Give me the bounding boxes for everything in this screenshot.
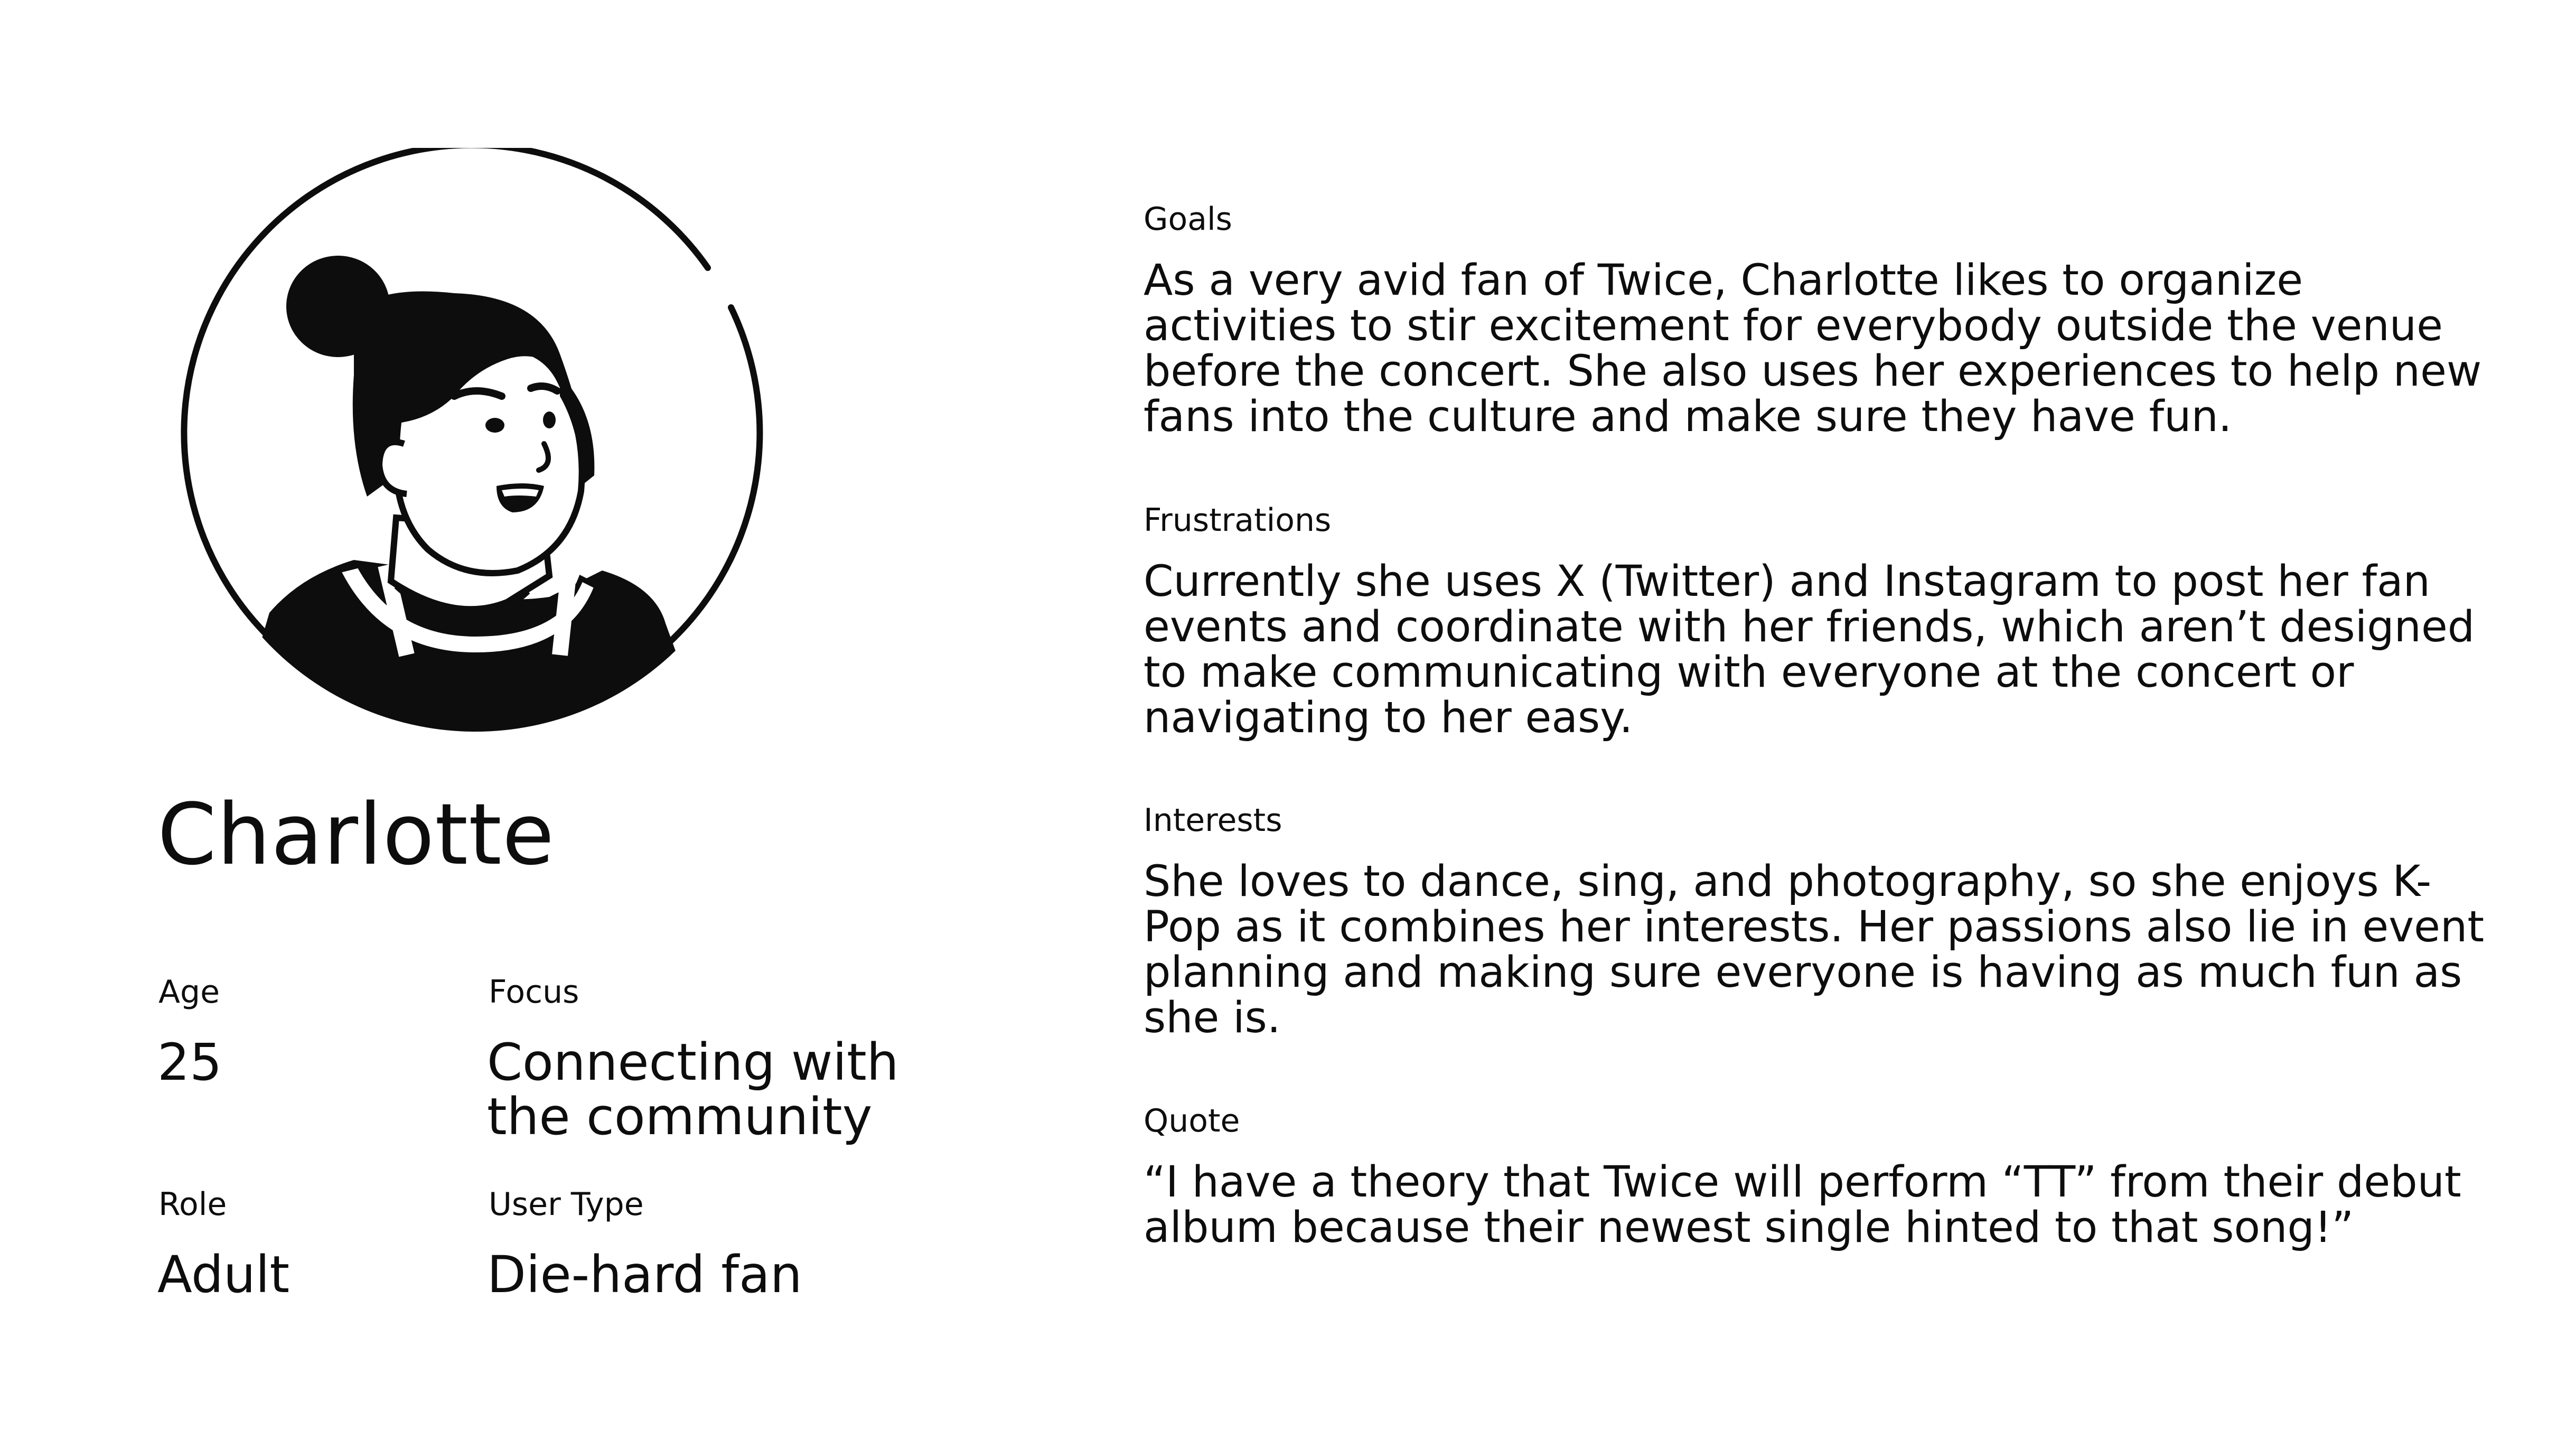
frustrations-text: Currently she uses X (Twitter) and Instagram to post her fan events and coordinate with her friends, which aren’t designed to make communicating with everyone at the concert or navigating to her easy. xyxy=(1144,557,2475,743)
user-type-value: Die-hard fan xyxy=(487,1245,802,1304)
role-label: Role xyxy=(158,1186,227,1223)
quote-label: Quote xyxy=(1144,1102,1240,1139)
persona-avatar xyxy=(180,148,771,740)
role-value: Adult xyxy=(157,1245,290,1304)
persona-name: Charlotte xyxy=(157,785,555,884)
age-label: Age xyxy=(158,974,220,1011)
frustrations-label: Frustrations xyxy=(1144,502,1332,539)
age-value: 25 xyxy=(157,1033,222,1092)
quote-text: “I have a theory that Twice will perform “TT” from their debut album because their newest single hinted to that song!” xyxy=(1144,1157,2461,1252)
person-avatar-icon xyxy=(180,148,771,740)
focus-value: Connecting with the community xyxy=(487,1033,899,1146)
focus-label: Focus xyxy=(489,974,579,1011)
goals-text: As a very avid fan of Twice, Charlotte likes to organize activities to stir excitement for everybody outside the venue before the concert. She also uses her experiences to help new fans into the culture and make sure they have fun. xyxy=(1144,256,2482,442)
interests-label: Interests xyxy=(1144,802,1282,839)
interests-text: She loves to dance, sing, and photography, so she enjoys K-Pop as it combines her interests. Her passions also lie in event planning and making sure everyone is having as much fun as she is. xyxy=(1144,857,2485,1043)
goals-label: Goals xyxy=(1144,201,1232,238)
user-type-label: User Type xyxy=(489,1186,644,1223)
